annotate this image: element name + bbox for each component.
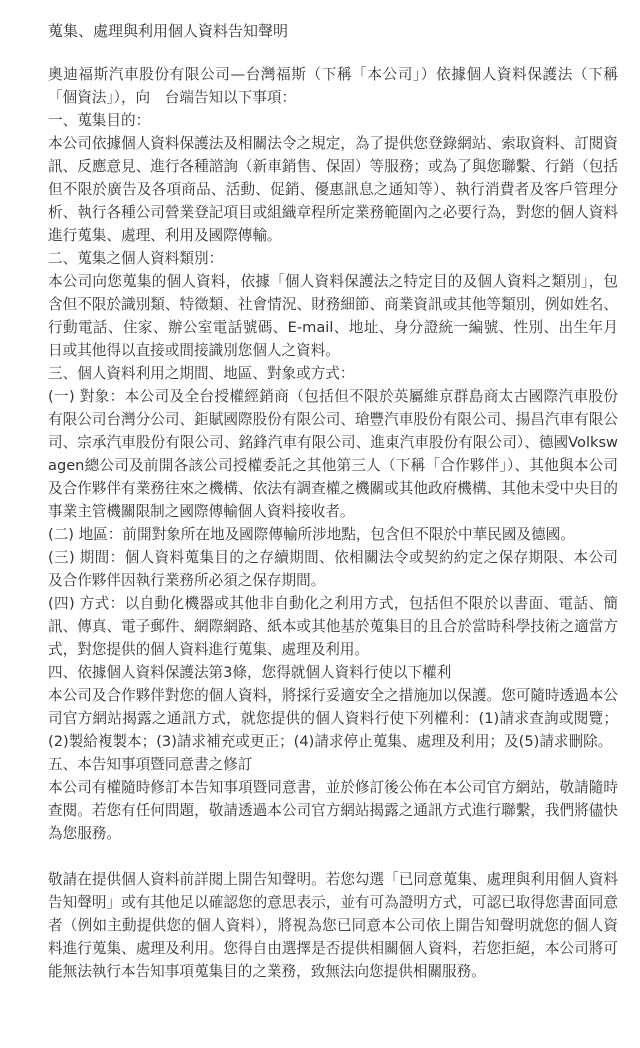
usage-region-paragraph: (二) 地區：前開對象所在地及國際傳輸所涉地點，包含但不限於中華民國及德國。 xyxy=(48,526,575,543)
section-heading-categories: 二、蒐集之個人資料類別： xyxy=(48,250,224,267)
document-title: 蒐集、處理與利用個人資料告知聲明 xyxy=(48,22,289,40)
usage-period-paragraph: (三) 期間：個人資料蒐集目的之存續期間、依相關法令或契約約定之保存期限、本公司及合作夥伴因執行業務所必須之保存期間。 xyxy=(48,549,618,589)
usage-recipients-paragraph: (一) 對象：本公司及全台授權經銷商（包括但不限於英屬維京群島商太古國際汽車股份有限公司台灣分公司、鉅賦國際股份有限公司、瑲豐汽車股份有限公司、揚昌汽車有限公司、宗承汽車股份有限公司、銘鋒汽車有限公司、進東汽車股份有限公司）、德國Volkswagen總公司及前開各該公司授權委託之其他第三人（下稱「合作夥伴」）、其他與本公司及合作夥伴有業務往來之機構、依法有調查權之機關或其他政府機構、其他未受中央目的事業主管機關限制之國際傳輸個人資料接收者。 xyxy=(48,388,618,520)
intro-paragraph: 奧迪福斯汽車股份有限公司—台灣福斯（下稱「本公司」）依據個人資料保護法（下稱「個資法」），向 台端告知以下事項： xyxy=(48,66,618,106)
paragraph-spacer xyxy=(48,845,618,868)
purpose-paragraph: 本公司依據個人資料保護法及相關法令之規定，為了提供您登錄網站、索取資料、訂閱資訊、反應意見、進行各種諮詢（新車銷售、保固）等服務；或為了與您聯繫、行銷（包括但不限於廣告及各項商品、活動、促銷、優惠訊息之通知等）、執行消費者及客戶管理分析、執行各種公司營業登記項目或組織章程所定業務範圍內之必要行為，對您的個人資料進行蒐集、處理、利用及國際傳輸。 xyxy=(48,135,618,244)
section-heading-amendment: 五、本告知事項暨同意書之修訂 xyxy=(48,756,253,773)
section-heading-usage: 三、個人資料利用之期間、地區、對象或方式： xyxy=(48,365,355,382)
rights-paragraph: 本公司及合作夥伴對您的個人資料，將採行妥適安全之措施加以保護。您可隨時透過本公司官方網站揭露之通訊方式，就您提供的個人資料行使下列權利：(1)請求查詢或閱覽；(2)製給複製本；(3)請求補充或更正；(4)請求停止蒐集、處理及利用；及(5)請求刪除。 xyxy=(48,687,618,750)
consent-paragraph: 敬請在提供個人資料前詳閱上開告知聲明。若您勾選「已同意蒐集、處理與利用個人資料告知聲明」或有其他足以確認您的意思表示，並有可為證明方式，可認已取得您書面同意者（例如主動提供您的個人資料），將視為您已同意本公司依上開告知聲明就您的個人資料進行蒐集、處理及利用。您得自由選擇是否提供相關個人資料，若您拒絕，本公司將可能無法執行本告知事項蒐集目的之業務，致無法向您提供相關服務。 xyxy=(48,871,618,980)
usage-method-paragraph: (四) 方式：以自動化機器或其他非自動化之利用方式，包括但不限於以書面、電話、簡訊、傳真、電子郵件、網際網路、紙本或其他基於蒐集目的且合於當時科學技術之適當方式，對您提供的個人資料進行蒐集、處理及利用。 xyxy=(48,595,618,658)
section-heading-rights: 四、依據個人資料保護法第3條，您得就個人資料行使以下權利 xyxy=(48,664,452,681)
section-heading-purpose: 一、蒐集目的： xyxy=(48,112,151,129)
amendment-paragraph: 本公司有權隨時修訂本告知事項暨同意書，並於修訂後公佈在本公司官方網站，敬請隨時查閱。若您有任何問題，敬請透過本公司官方網站揭露之通訊方式進行聯繫，我們將儘快為您服務。 xyxy=(48,779,618,842)
categories-paragraph: 本公司向您蒐集的個人資料，依據「個人資料保護法之特定目的及個人資料之類別」，包含但不限於識別類、特徵類、社會情況、財務細節、商業資訊或其他等類別，例如姓名、行動電話、住家、辦公室電話號碼、E-mail、地址、身分證統一編號、性別、出生年月日或其他得以直接或間接識別您個人之資料。 xyxy=(48,273,618,359)
